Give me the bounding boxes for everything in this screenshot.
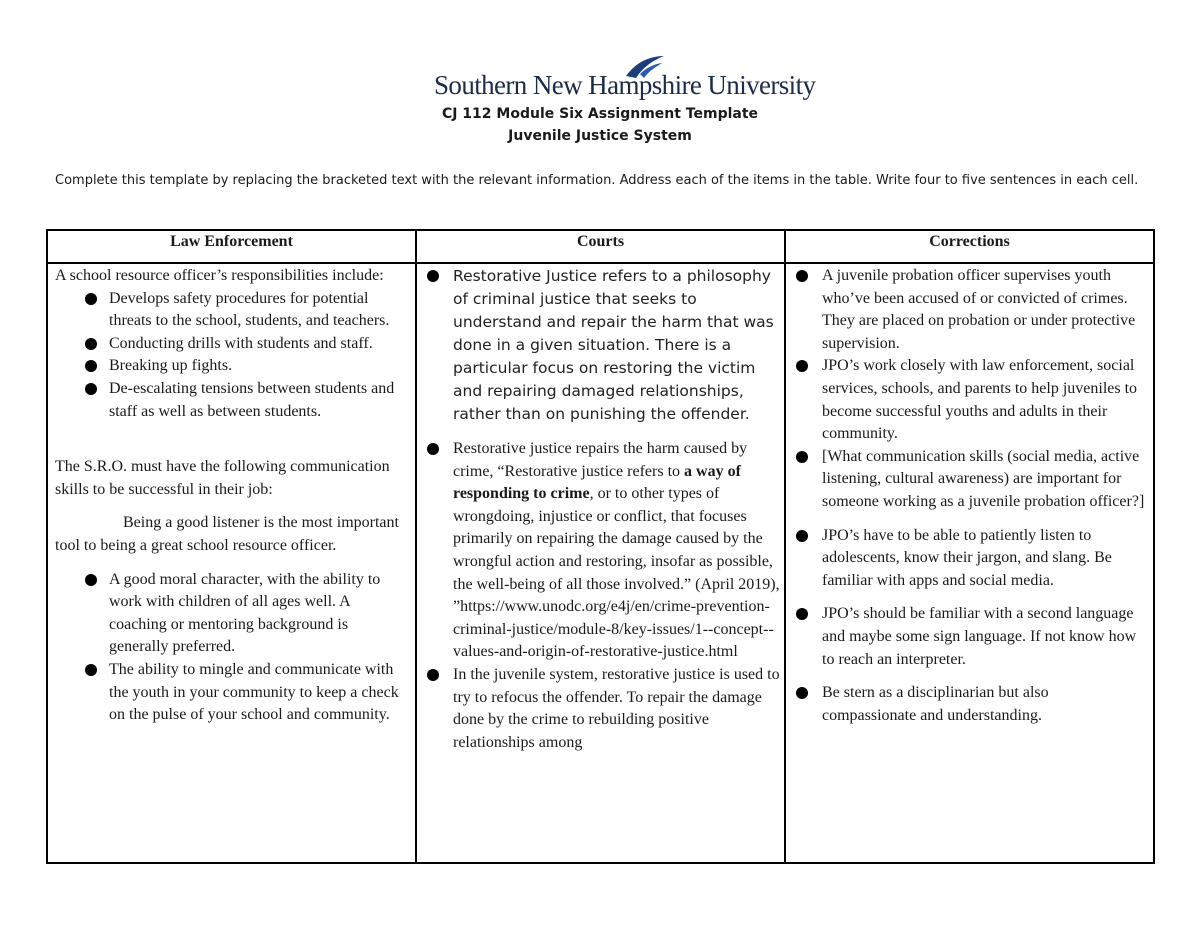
list-item: A good moral character, with the ability to work with children of all ages well. A coaching or mentoring background is generally preferred. [83,569,411,659]
bullet-icon [796,530,808,542]
table-header-divider [46,262,1155,264]
list-item: JPO’s work closely with law enforcement, social services, schools, and parents to help juveniles to become successful youths and adults in their community. [794,355,1146,445]
bullet-icon [796,270,808,282]
list-item: Restorative Justice refers to a philosophy of criminal justice that seeks to understand and repair the harm that was done in a given situation. There is a particular focus on restoring the victim and repairing damaged relationships, rather than on punishing the offender. [425,265,782,426]
header-law-enforcement: Law Enforcement [170,233,293,250]
emphasis-text: a way of responding to crime [453,462,741,503]
skills-list [83,569,411,727]
document-subtitle: Juvenile Justice System [508,128,692,144]
header-corrections: Corrections [929,233,1010,250]
table-bottom-border [46,862,1155,864]
bullet-icon [85,664,97,676]
list-item: Be stern as a disciplinarian but also compassionate and understanding. [794,682,1146,727]
bullet-icon [796,360,808,372]
courts-cell [425,265,782,862]
list-item: Develops safety procedures for potential threats to the school, students, and teachers. [83,288,411,333]
law-enforcement-cell [55,265,411,862]
bullet-icon [85,574,97,586]
corrections-list [794,265,1146,727]
list-item: [What communication skills (social media, active listening, cultural awareness) are important for someone working as a juvenile probation officer?] [794,446,1146,514]
list-item: De-escalating tensions between students and staff as well as between students. [83,378,411,423]
instructions-text: Complete this template by replacing the bracketed text with the relevant information. Address each of the items in the table. Write four to five sentences in each cell. [55,173,1139,188]
document-title: CJ 112 Module Six Assignment Template [441,106,759,122]
column-divider-2 [784,229,786,864]
bullet-icon [796,687,808,699]
table-left-border [46,229,48,864]
university-logo [434,54,816,104]
bullet-icon [85,293,97,305]
bullet-icon [85,383,97,395]
table-right-border [1153,229,1155,864]
bullet-icon [427,270,439,282]
bullet-icon [796,451,808,463]
header-courts: Courts [576,233,625,250]
corrections-cell [794,265,1146,862]
skills-intro: The S.R.O. must have the following communication skills to be successful in their job: [55,458,390,498]
list-item: The ability to mingle and communicate with the youth in your community to keep a check on the pulse of your school and community. [83,659,411,727]
list-item: Conducting drills with students and staff. [83,333,411,356]
bullet-icon [85,338,97,350]
list-item: JPO’s should be familiar with a second language and maybe some sign language. If not know how to reach an interpreter. [794,603,1146,671]
bullet-icon [427,443,439,455]
list-item: A juvenile probation officer supervises youth who’ve been accused of or convicted of crimes. They are placed on probation or under protective supervision. [794,265,1146,355]
bullet-icon [85,360,97,372]
bullet-icon [427,669,439,681]
list-item: In the juvenile system, restorative justice is used to try to refocus the offender. To repair the damage done by the crime to rebuilding positive relationships among [425,664,782,754]
responsibilities-list [83,288,411,424]
listener-paragraph: Being a good listener is the most important tool to being a great school resource officer. [55,514,399,554]
bullet-icon [796,608,808,620]
table-top-border [46,229,1155,231]
column-divider-1 [415,229,417,864]
list-item: Breaking up fights. [83,355,411,378]
courts-list [425,265,782,754]
responsibilities-intro: A school resource officer’s responsibilities include: [55,267,384,284]
university-name: Southern New Hampshire University [434,70,816,100]
list-item: JPO’s have to be able to patiently listen to adolescents, know their jargon, and slang. Be familiar with apps and social media. [794,525,1146,593]
list-item: Restorative justice repairs the harm caused by crime, “Restorative justice refers to a way of responding to crime, or to other types of wrongdoing, injustice or conflict, that focuses primarily on repairing the damage caused by the wrongful action and restoring, insofar as possible, the well-being of all those involved.” (April 2019), ”https://www.unodc.org/e4j/en/crime-prevention-criminal-justice/module-8/key-issues/1--concept--values-and-origin-of-restorative-justice.html [425,438,782,664]
